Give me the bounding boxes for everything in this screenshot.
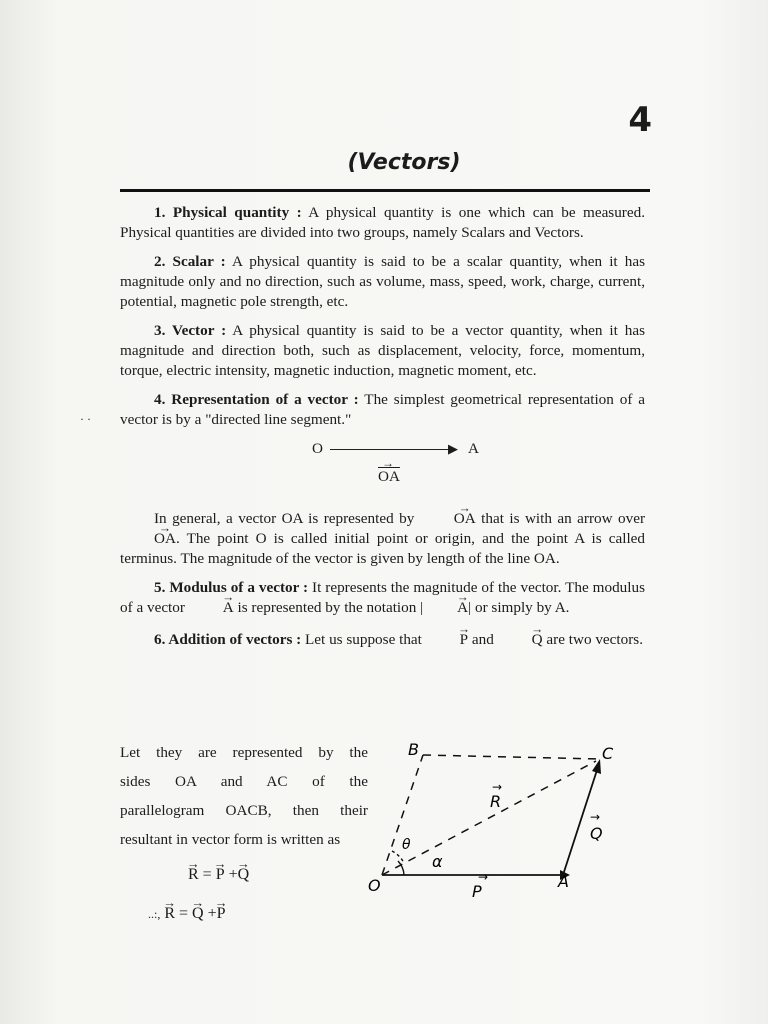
general-text: In general, a vector OA is represented by bbox=[154, 510, 415, 527]
label-p: P bbox=[472, 882, 482, 901]
label-b: B bbox=[408, 740, 419, 759]
description-line: parallelogram OACB, then their bbox=[120, 802, 368, 819]
content bbox=[120, 203, 645, 659]
description-line: sides OA and AC of the bbox=[120, 773, 368, 790]
section-addition bbox=[120, 630, 645, 650]
general-text: that is with an arrow over bbox=[481, 510, 646, 527]
section-lead: 3. Vector : bbox=[154, 322, 227, 339]
vector-r: → R bbox=[164, 906, 175, 922]
parallelogram-description bbox=[120, 738, 368, 854]
equals-sign: = bbox=[202, 866, 212, 883]
vector-p: → P bbox=[217, 906, 226, 922]
section-lead: 4. Representation of a vector : bbox=[154, 391, 359, 408]
chapter-title: (Vectors) bbox=[347, 150, 461, 175]
section-representation bbox=[120, 390, 645, 430]
section-text: A physical quantity is said to be a vector quantity, when it has magnitude and direction both, such as displacement, velocity, force, momentum, torque, electric intensity, magnetic induction, magnetic moment, etc. bbox=[120, 322, 645, 379]
general-text: . The point O is called initial point or origin, and the point A is called terminus. The magnitude of the vector is given by length of the line OA. bbox=[120, 530, 645, 567]
segment-line bbox=[330, 449, 452, 450]
section-general bbox=[120, 509, 645, 569]
side-bc bbox=[423, 755, 600, 759]
section-lead: 1. Physical quantity : bbox=[154, 204, 302, 221]
segment-start-label: O bbox=[312, 440, 323, 457]
vector-a: → A bbox=[423, 600, 468, 615]
side-ob bbox=[382, 755, 423, 875]
section-physical-quantity bbox=[120, 203, 645, 243]
vector-q: → Q bbox=[192, 906, 204, 922]
modulus-text: | or simply by A. bbox=[468, 599, 570, 616]
vector-p: → P bbox=[216, 867, 225, 883]
label-q: Q bbox=[590, 824, 603, 843]
addition-text: Let us suppose that bbox=[305, 631, 422, 648]
equation-r-equals-p-plus-q bbox=[188, 866, 249, 884]
section-modulus bbox=[120, 578, 645, 618]
label-a: A bbox=[558, 872, 569, 891]
directed-line-segment-figure bbox=[120, 439, 645, 491]
segment-end-label: A bbox=[468, 440, 479, 457]
section-scalar bbox=[120, 252, 645, 312]
vector-oa: → OA bbox=[420, 511, 476, 526]
vector-q: → Q bbox=[498, 632, 543, 647]
plus-sign: + bbox=[207, 905, 217, 922]
section-text: A physical quantity is one which can be measured. Physical quantities are divided into two groups, namely Scalars and Vectors. bbox=[120, 204, 646, 241]
label-r: R bbox=[490, 792, 502, 811]
modulus-text: is represented by the notation | bbox=[237, 599, 424, 616]
addition-text: and bbox=[471, 631, 494, 648]
plus-sign: + bbox=[228, 866, 238, 883]
chapter-number: 4 bbox=[628, 100, 652, 140]
label-theta: θ bbox=[402, 837, 411, 853]
label-o: O bbox=[368, 876, 381, 895]
segment-vector-label: → $\overline{OA}$ bbox=[378, 467, 400, 487]
description-line: resultant in vector form is written as bbox=[120, 831, 341, 848]
angle-alpha-arc bbox=[398, 861, 404, 875]
vector-r: → R bbox=[188, 867, 199, 883]
modulus-text: It represents the magnitude of the vector. The modulus of a vector bbox=[120, 579, 645, 616]
label-c: C bbox=[602, 744, 614, 763]
vector-q: → Q bbox=[238, 867, 250, 883]
arrow-over-q-icon: → bbox=[590, 810, 601, 824]
label-alpha: α bbox=[432, 852, 443, 871]
equals-sign: = bbox=[179, 905, 189, 922]
arrowhead-icon bbox=[592, 759, 601, 774]
equation-r-equals-q-plus-p bbox=[148, 905, 226, 923]
section-lead: 6. Addition of vectors : bbox=[154, 631, 302, 648]
diagonal-oc bbox=[382, 761, 596, 875]
vector-p: → P bbox=[426, 632, 468, 647]
equation-prefix: ..:, bbox=[148, 907, 161, 921]
arrow-over-r-icon: → bbox=[492, 780, 503, 794]
addition-text: are two vectors. bbox=[546, 631, 643, 648]
margin-mark: · · bbox=[80, 412, 91, 426]
section-vector bbox=[120, 321, 645, 381]
vector-a: → A bbox=[189, 600, 234, 615]
vector-oa: → OA bbox=[120, 531, 176, 546]
parallelogram-diagram bbox=[368, 737, 648, 907]
section-lead: 2. Scalar : bbox=[154, 253, 226, 270]
arrow-over-p-icon: → bbox=[478, 870, 489, 884]
description-line: Let they are represented by the bbox=[120, 744, 368, 761]
title-rule bbox=[120, 189, 650, 192]
section-text: A physical quantity is said to be a scalar quantity, when it has magnitude only and no direction, such as volume, mass, speed, work, charge, current, potential, magnetic pole strength, etc. bbox=[120, 253, 645, 310]
segment-arrowhead-icon: ▶ bbox=[448, 441, 458, 456]
section-text: The simplest geometrical representation of a vector is by a "directed line segment." bbox=[120, 391, 645, 428]
section-lead: 5. Modulus of a vector : bbox=[154, 579, 309, 596]
